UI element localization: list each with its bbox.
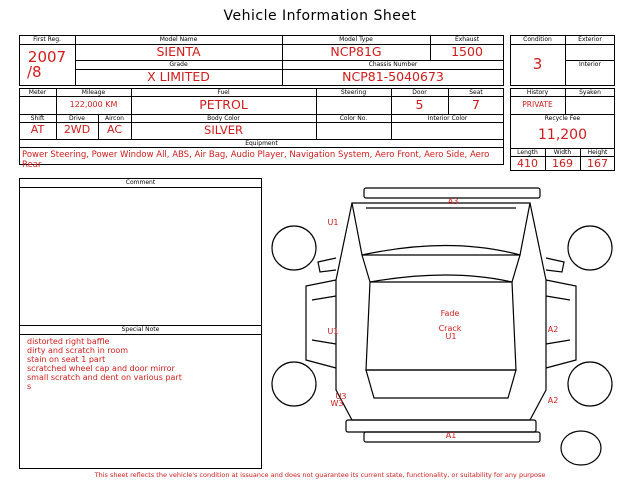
mark-w3: W3 bbox=[330, 399, 344, 408]
door-value: 5 bbox=[415, 97, 424, 112]
special-note-line: distorted right baffle bbox=[27, 337, 110, 346]
grade-label: Grade bbox=[169, 61, 188, 68]
comment-label: Comment bbox=[125, 179, 156, 186]
exterior-label: Exterior bbox=[578, 36, 602, 43]
mark-u3: U3 bbox=[335, 392, 347, 401]
condition-label: Condition bbox=[523, 36, 552, 43]
body-color-value: SILVER bbox=[204, 123, 243, 137]
shift-label: Shift bbox=[30, 115, 45, 122]
mark-a2-right: A2 bbox=[547, 325, 559, 334]
model-type: NCP81G bbox=[330, 44, 382, 59]
special-note-line: small scratch and dent on various part bbox=[27, 373, 182, 382]
length-label: Length bbox=[517, 149, 538, 156]
sheet-title: Vehicle Information Sheet bbox=[223, 8, 417, 24]
height-value: 167 bbox=[587, 157, 608, 170]
mileage-value: 122,000 KM bbox=[69, 100, 118, 109]
mark-u1-roof: U1 bbox=[445, 332, 457, 341]
mileage-label: Mileage bbox=[81, 89, 106, 96]
body-color-label: Body Color bbox=[207, 115, 240, 122]
mark-u1-left: U1 bbox=[327, 327, 339, 336]
equipment-list: Power Steering, Power Window All, ABS, Air Bag, Audio Player, Navigation System, Aero Front, Aero Side, Aero Rear bbox=[22, 150, 490, 170]
special-note-list bbox=[27, 337, 259, 391]
mark-crack: Crack bbox=[438, 324, 462, 333]
model-type-label: Model Type bbox=[339, 36, 373, 43]
mark-a1: A1 bbox=[445, 431, 457, 440]
model-name: SIENTA bbox=[156, 44, 201, 59]
length-value: 410 bbox=[517, 157, 538, 170]
shift-value: AT bbox=[30, 123, 45, 136]
chassis-label: Chassis Number bbox=[368, 61, 418, 68]
drive-label: Drive bbox=[69, 115, 85, 122]
chassis-number: NCP81-5040673 bbox=[342, 69, 444, 84]
special-note-line: stain on seat 1 part bbox=[27, 355, 106, 364]
mark-fade: Fade bbox=[440, 309, 460, 318]
mark-a2-rear: A2 bbox=[547, 396, 559, 405]
special-note-line: s bbox=[27, 382, 32, 391]
aircon-value: AC bbox=[106, 123, 122, 136]
history-value: PRIVATE bbox=[522, 100, 553, 109]
special-note-label: Special Note bbox=[121, 326, 160, 333]
grade-value: X LIMITED bbox=[147, 69, 210, 84]
color-no-label: Color No. bbox=[339, 115, 368, 122]
first-reg-year: 2007 bbox=[27, 48, 67, 66]
exhaust-value: 1500 bbox=[451, 44, 483, 59]
width-value: 169 bbox=[552, 157, 573, 170]
first-reg-month: /8 bbox=[27, 63, 42, 81]
exhaust-label: Exhaust bbox=[454, 36, 480, 43]
drive-value: 2WD bbox=[63, 123, 91, 136]
fuel-value: PETROL bbox=[199, 97, 248, 112]
mark-a3: A3 bbox=[447, 197, 459, 206]
equipment-label: Equipment bbox=[245, 140, 278, 147]
disclaimer-footer: This sheet reflects the vehicle's condition at issuance and does not guarantee its current state, functionality, or suitability for any purpose bbox=[94, 471, 546, 479]
steering-label: Steering bbox=[340, 89, 367, 96]
fuel-label: Fuel bbox=[217, 89, 230, 96]
width-label: Width bbox=[553, 149, 572, 156]
mark-u1-top: U1 bbox=[327, 218, 339, 227]
recycle-fee-label: Recycle Fee bbox=[544, 115, 581, 122]
model-name-label: Model Name bbox=[159, 36, 198, 43]
interior-color-label: Interior Color bbox=[427, 115, 468, 122]
special-note-line: scratched wheel cap and door mirror bbox=[27, 364, 175, 373]
special-note-line: dirty and scratch in room bbox=[27, 346, 129, 355]
height-label: Height bbox=[587, 149, 608, 156]
aircon-label: Aircon bbox=[105, 115, 124, 122]
first-reg-label: First Reg. bbox=[33, 36, 61, 43]
seat-label: Seat bbox=[469, 89, 483, 96]
syaken-label: Syaken bbox=[579, 89, 601, 96]
meter-label: Meter bbox=[28, 89, 47, 96]
door-label: Door bbox=[412, 89, 427, 96]
recycle-fee-value: 11,200 bbox=[538, 127, 587, 143]
condition-score: 3 bbox=[532, 55, 543, 73]
comment-box bbox=[19, 178, 262, 469]
history-label: History bbox=[526, 89, 549, 96]
interior-label: Interior bbox=[579, 61, 601, 68]
seat-value: 7 bbox=[472, 97, 480, 112]
